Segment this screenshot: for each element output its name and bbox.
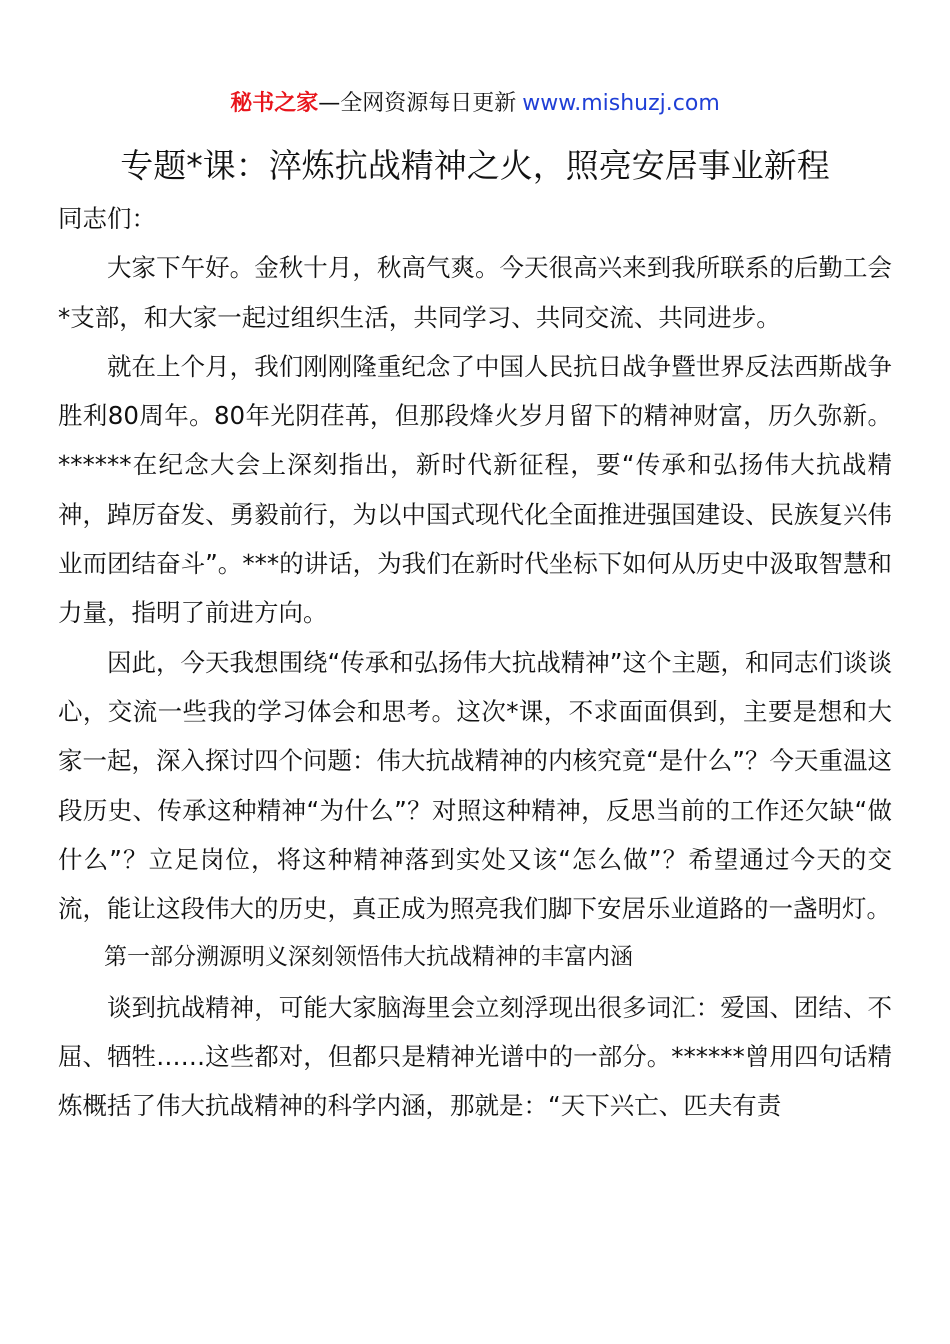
document-body xyxy=(58,194,892,1131)
document-title: 专题*课：淬炼抗战精神之火，照亮安居事业新程 xyxy=(120,146,830,185)
site-brand: 秘书之家 xyxy=(230,91,319,116)
paragraph: 因此，今天我想围绕“传承和弘扬伟大抗战精神”这个主题，和同志们谈谈心，交流一些我的学习体会和思考。这次*课，不求面面俱到，主要是想和大家一起，深入探讨四个问题：伟大抗战精神的内核究竟“是什么”？今天重温这段历史、传承这种精神“为什么”？对照这种精神，反思当前的工作还欠缺“做什么”？立足岗位，将这种精神落到实处又该“怎么做”？希望通过今天的交流，能让这段伟大的历史，真正成为照亮我们脚下安居乐业道路的一盏明灯。 xyxy=(58,647,892,924)
site-tagline: —全网资源每日更新 xyxy=(318,91,517,116)
paragraph: 就在上个月，我们刚刚隆重纪念了中国人民抗日战争暨世界反法西斯战争胜利80周年。80年光阴荏苒，但那段烽火岁月留下的精神财富，历久弥新。******在纪念大会上深刻指出，新时代新征程，要“传承和弘扬伟大抗战精神，踔厉奋发、勇毅前行，为以中国式现代化全面推进强国建设、民族复兴伟业而团结奋斗”。***的讲话，为我们在新时代坐标下如何从历史中汲取智慧和力量，指明了前进方向。 xyxy=(58,351,892,628)
salutation: 同志们： xyxy=(58,204,156,233)
paragraph: 大家下午好。金秋十月，秋高气爽。今天很高兴来到我所联系的后勤工会*支部，和大家一起过组织生活，共同学习、共同交流、共同进步。 xyxy=(58,253,892,332)
paragraph: 谈到抗战精神，可能大家脑海里会立刻浮现出很多词汇：爱国、团结、不屈、牺牲……这些都对，但都只是精神光谱中的一部分。******曾用四句话精炼概括了伟大抗战精神的科学内涵，那就是：“天下兴亡、匹夫有责 xyxy=(58,992,892,1121)
site-url-link[interactable]: www.mishuzj.com xyxy=(522,91,720,116)
section-heading: 第一部分溯源明义深刻领悟伟大抗战精神的丰富内涵 xyxy=(104,944,633,971)
site-header xyxy=(0,88,950,120)
